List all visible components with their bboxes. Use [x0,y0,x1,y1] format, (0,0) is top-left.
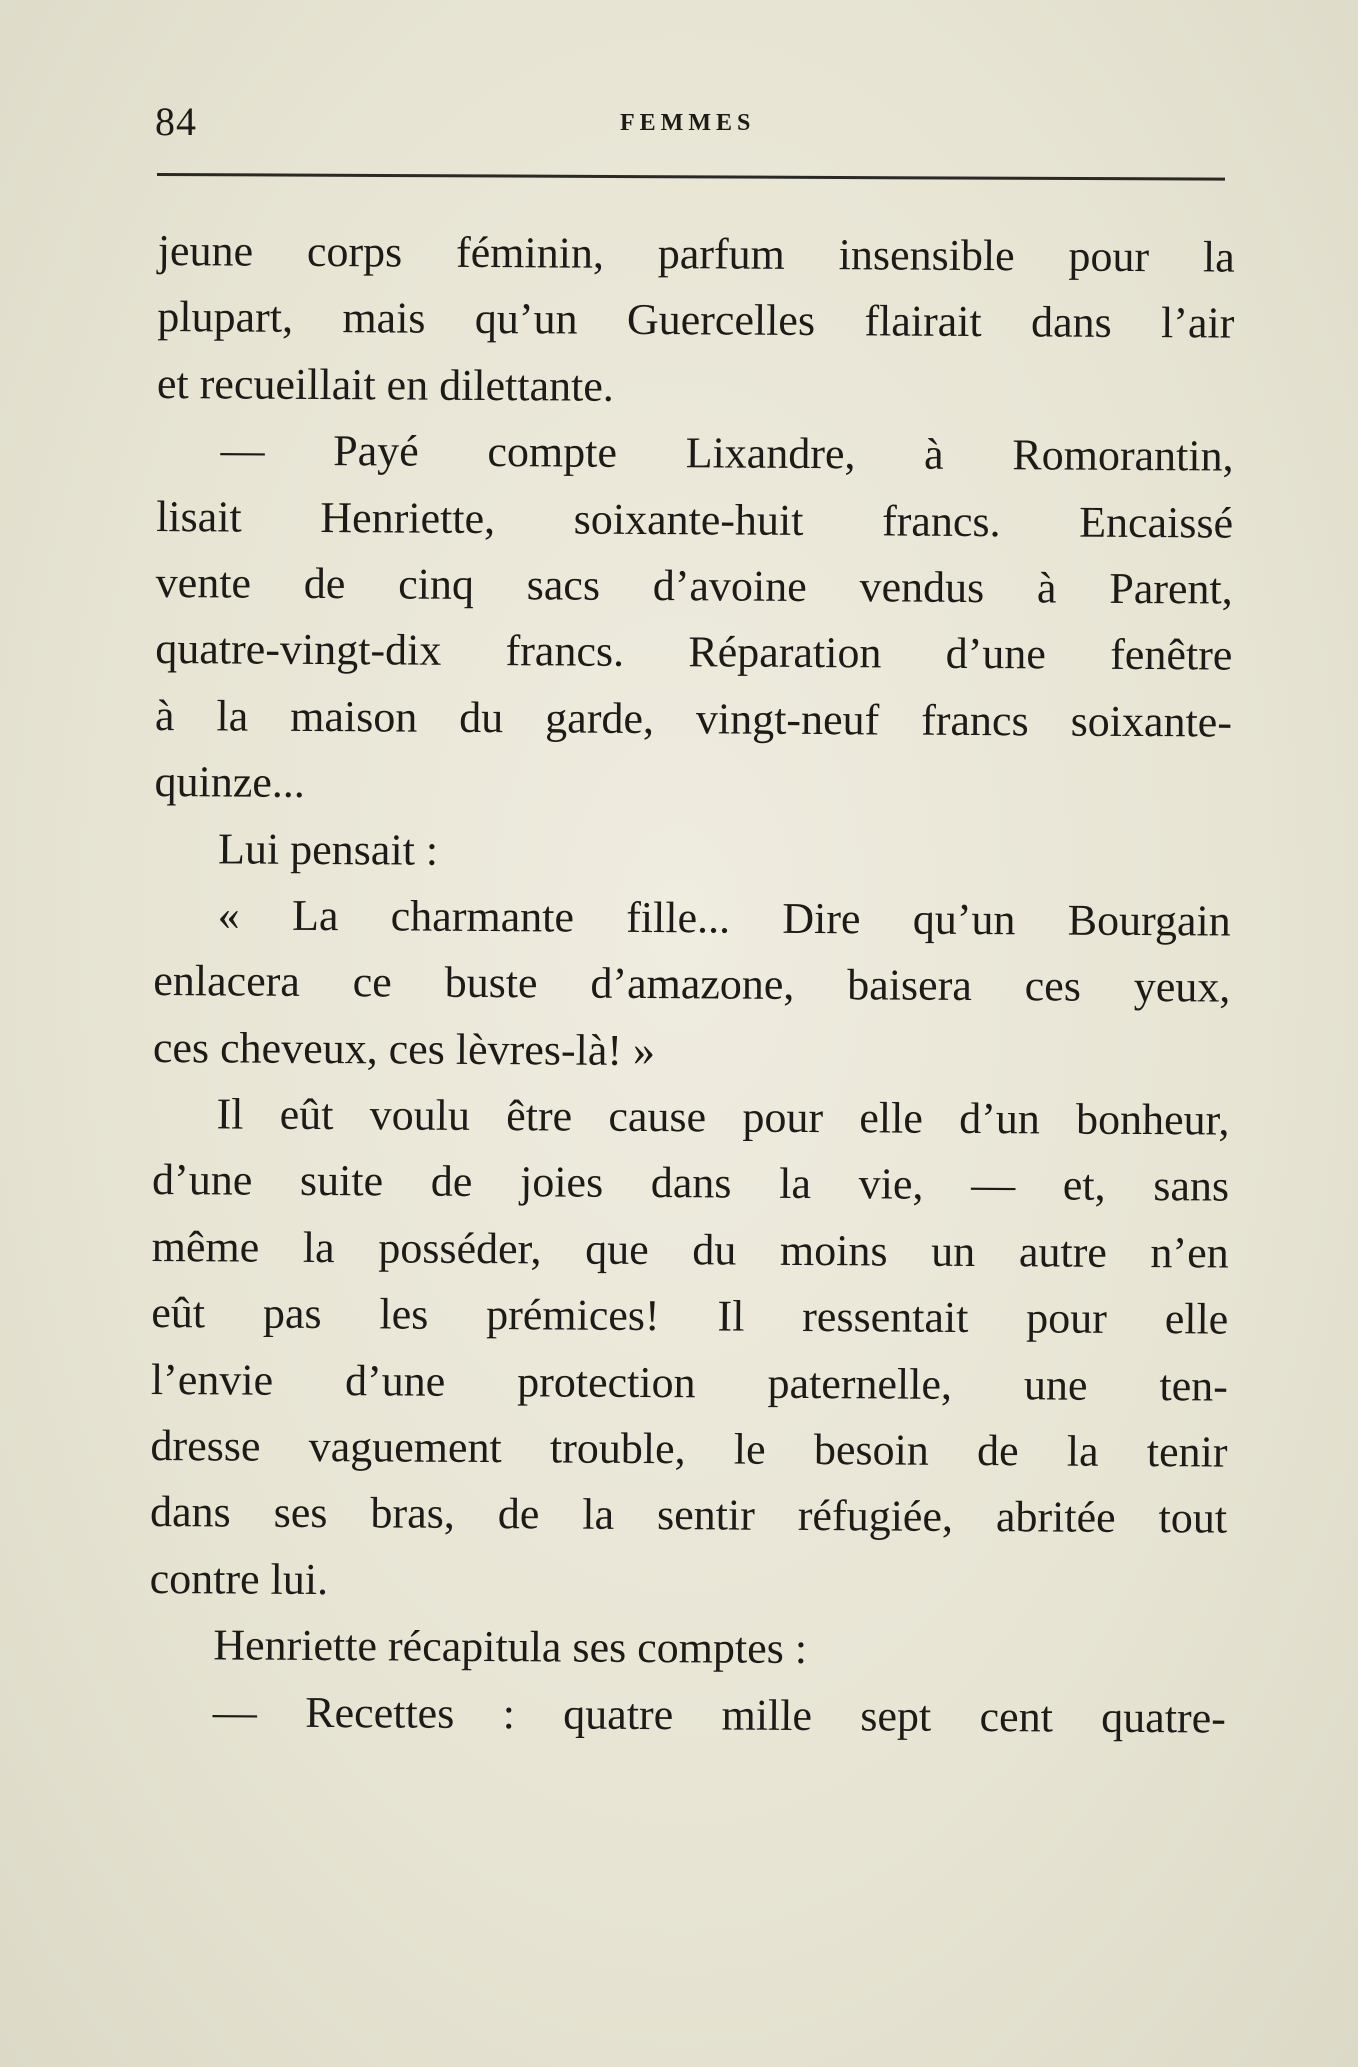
text-line: contre lui. [149,1553,329,1604]
text-line: d’une suite de joies dans la vie, — et, sans [151,1155,1230,1212]
text-line: et recueillait en dilettante. [156,358,615,411]
text-line: à la maison du garde, vingt-neuf francs soixante- [154,690,1233,747]
text-line: quatre-vingt-dix francs. Réparation d’une fenêtre [155,624,1233,680]
text-line: Lui pensait : [218,823,439,875]
page-header [155,92,1225,152]
text-line: jeune corps féminin, parfum insensible pour la [157,225,1235,282]
text-line: — Payé compte Lixandre, à Romorantin, [220,425,1234,481]
header-rule [157,173,1225,181]
text-line: lisait Henriette, soixante-huit francs. Encaissé [156,491,1234,548]
text-line: ces cheveux, ces lèvres-là! » [152,1022,656,1075]
text-line: dans ses bras, de la sentir réfugiée, abritée tout [149,1487,1228,1543]
text-line: plupart, mais qu’un Guercelles flairait dans l’air [157,292,1235,348]
text-line: dresse vaguement trouble, le besoin de la tenir [150,1421,1228,1477]
text-line: l’envie d’une protection paternelle, une ten- [150,1354,1229,1411]
text-line: « La charmante fille... Dire qu’un Bourgain [217,890,1231,946]
text-line: vente de cinq sacs d’avoine vendus à Parent, [155,557,1233,614]
text-line: même la posséder, que du moins un autre n’en [151,1221,1229,1278]
body-text [149,218,1235,1752]
text-line: Il eût voulu être cause pour elle d’un bonheur, [216,1089,1230,1145]
text-line: quinze... [154,757,306,808]
page-number: 84 [155,99,197,144]
running-title: FEMMES [620,110,756,136]
text-line: enlacera ce buste d’amazone, baisera ces yeux, [153,956,1231,1012]
text-line: — Recettes : quatre mille sept cent quatre- [212,1686,1227,1743]
text-line: Henriette récapitula ses comptes : [213,1620,808,1674]
text-line: eût pas les prémices! Il ressentait pour elle [151,1288,1229,1344]
